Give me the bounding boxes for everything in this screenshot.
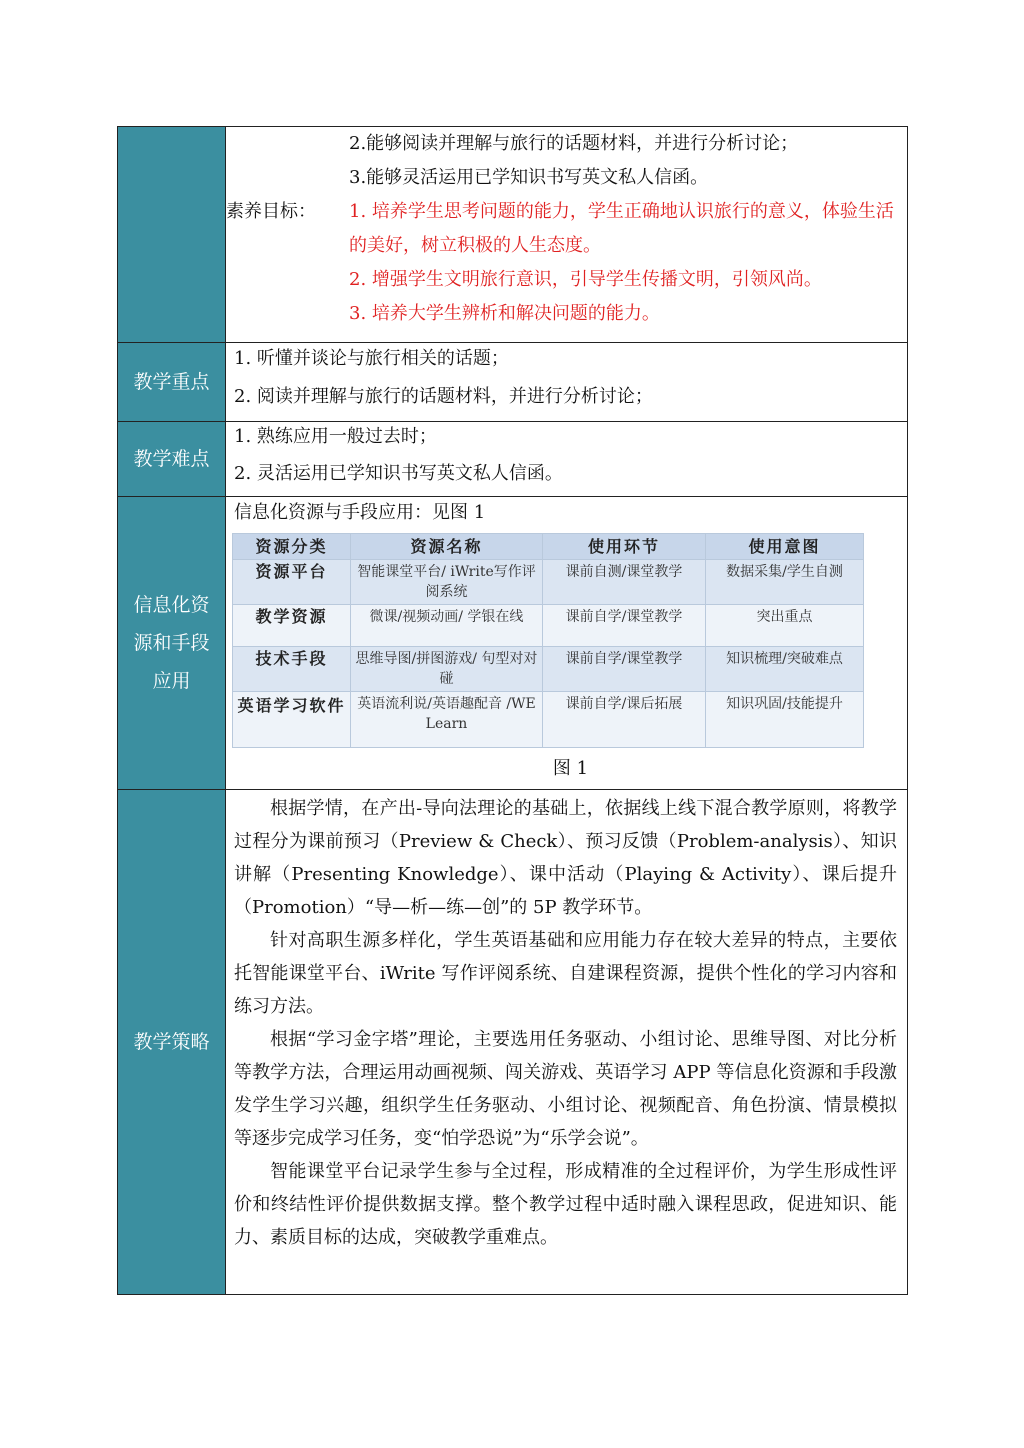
resource-purpose: 知识巩固/技能提升 xyxy=(706,692,864,748)
resource-category: 英语学习软件 xyxy=(233,692,351,748)
resource-table xyxy=(232,533,864,748)
resource-purpose: 数据采集/学生自测 xyxy=(706,560,864,605)
resource-row xyxy=(233,605,864,647)
difficulties-cell xyxy=(226,422,908,497)
literacy-item: 3. 培养大学生辨析和解决问题的能力。 xyxy=(349,303,660,324)
key-point-item: 2. 阅读并理解与旅行的话题材料，并进行分析讨论； xyxy=(234,386,653,407)
resource-category: 资源平台 xyxy=(233,560,351,605)
resources-cell xyxy=(226,497,908,790)
resource-purpose: 知识梳理/突破难点 xyxy=(706,647,864,692)
resources-label-text: 信息化资源和手段应用 xyxy=(133,594,210,692)
ability-line: 2.能够阅读并理解与旅行的话题材料，并进行分析讨论； xyxy=(349,133,799,154)
resource-name: 微课/视频动画/ 学银在线 xyxy=(351,605,543,647)
resource-stage: 课前自学/课后拓展 xyxy=(543,692,706,748)
strategy-paragraph: 智能课堂平台记录学生参与全过程，形成精准的全过程评价，为学生形成性评价和终结性评价提供数据支撑。整个教学过程中适时融入课程思政，促进知识、能力、素质目标的达成，突破教学重难点。 xyxy=(234,1161,897,1248)
difficulties-label: 教学难点 xyxy=(118,422,226,497)
difficulty-item: 2. 灵活运用已学知识书写英文私人信函。 xyxy=(234,463,563,484)
difficulties-row xyxy=(118,422,908,497)
figure-caption: 图 1 xyxy=(552,758,589,779)
literacy-item: 2. 增强学生文明旅行意识，引导学生传播文明，引领风尚。 xyxy=(349,269,822,290)
key-points-label: 教学重点 xyxy=(118,343,226,422)
resource-name: 智能课堂平台/ iWrite写作评阅系统 xyxy=(351,560,543,605)
resource-purpose: 突出重点 xyxy=(706,605,864,647)
resource-header-cell: 资源名称 xyxy=(351,534,543,560)
resource-header-cell: 使用环节 xyxy=(543,534,706,560)
key-point-item: 1. 听懂并谈论与旅行相关的话题； xyxy=(234,348,509,369)
lesson-plan-table xyxy=(117,126,908,1295)
resources-intro: 信息化资源与手段应用：见图 1 xyxy=(234,502,486,523)
literacy-label: 素养目标： xyxy=(226,201,316,222)
strategy-paragraph: 根据“学习金字塔”理论，主要选用任务驱动、小组讨论、思维导图、对比分析等教学方法，合理运用动画视频、闯关游戏、英语学习 APP 等信息化资源和手段激发学生学习兴趣，组织学生任务驱动、小组讨论、视频配音、角色扮演、情景模拟等逐步完成学习任务，变“怕学恐说”为“乐学会说”。 xyxy=(234,1029,897,1149)
strategy-paragraph: 针对高职生源多样化，学生英语基础和应用能力存在较大差异的特点，主要依托智能课堂平台、iWrite 写作评阅系统、自建课程资源，提供个性化的学习内容和练习方法。 xyxy=(234,930,897,1017)
resource-table-header xyxy=(233,534,864,560)
ability-line: 3.能够灵活运用已学知识书写英文私人信函。 xyxy=(349,167,709,188)
resource-stage: 课前自学/课堂教学 xyxy=(543,647,706,692)
objectives-row xyxy=(118,127,908,343)
strategy-cell xyxy=(226,790,908,1295)
resource-header-cell: 资源分类 xyxy=(233,534,351,560)
objectives-header-cell xyxy=(118,127,226,343)
resource-stage: 课前自测/课堂教学 xyxy=(543,560,706,605)
key-points-row xyxy=(118,343,908,422)
resource-category: 技术手段 xyxy=(233,647,351,692)
resource-row xyxy=(233,692,864,748)
resource-row xyxy=(233,647,864,692)
resource-category: 教学资源 xyxy=(233,605,351,647)
resource-row xyxy=(233,560,864,605)
objectives-cell xyxy=(226,127,908,343)
key-points-cell xyxy=(226,343,908,422)
resources-row xyxy=(118,497,908,790)
strategy-label: 教学策略 xyxy=(118,790,226,1295)
strategy-row xyxy=(118,790,908,1295)
resource-name: 思维导图/拼图游戏/ 句型对对碰 xyxy=(351,647,543,692)
resource-stage: 课前自学/课堂教学 xyxy=(543,605,706,647)
resource-name: 英语流利说/英语趣配音 /WE Learn xyxy=(351,692,543,748)
literacy-item: 1. 培养学生思考问题的能力，学生正确地认识旅行的意义，体验生活的美好，树立积极的人生态度。 xyxy=(349,201,894,256)
literacy-goals xyxy=(226,195,907,331)
strategy-paragraph: 根据学情，在产出-导向法理论的基础上，依据线上线下混合教学原则，将教学过程分为课前预习（Preview & Check）、预习反馈（Problem-analysis）、知识讲解（Presenting Knowledge）、课中活动（Playing & Activity）、课后提升（Promotion）“导—析—练—创”的 5P 教学环节。 xyxy=(234,798,897,918)
resource-header-cell: 使用意图 xyxy=(706,534,864,560)
resources-label xyxy=(118,497,226,790)
difficulty-item: 1. 熟练应用一般过去时； xyxy=(234,426,437,447)
